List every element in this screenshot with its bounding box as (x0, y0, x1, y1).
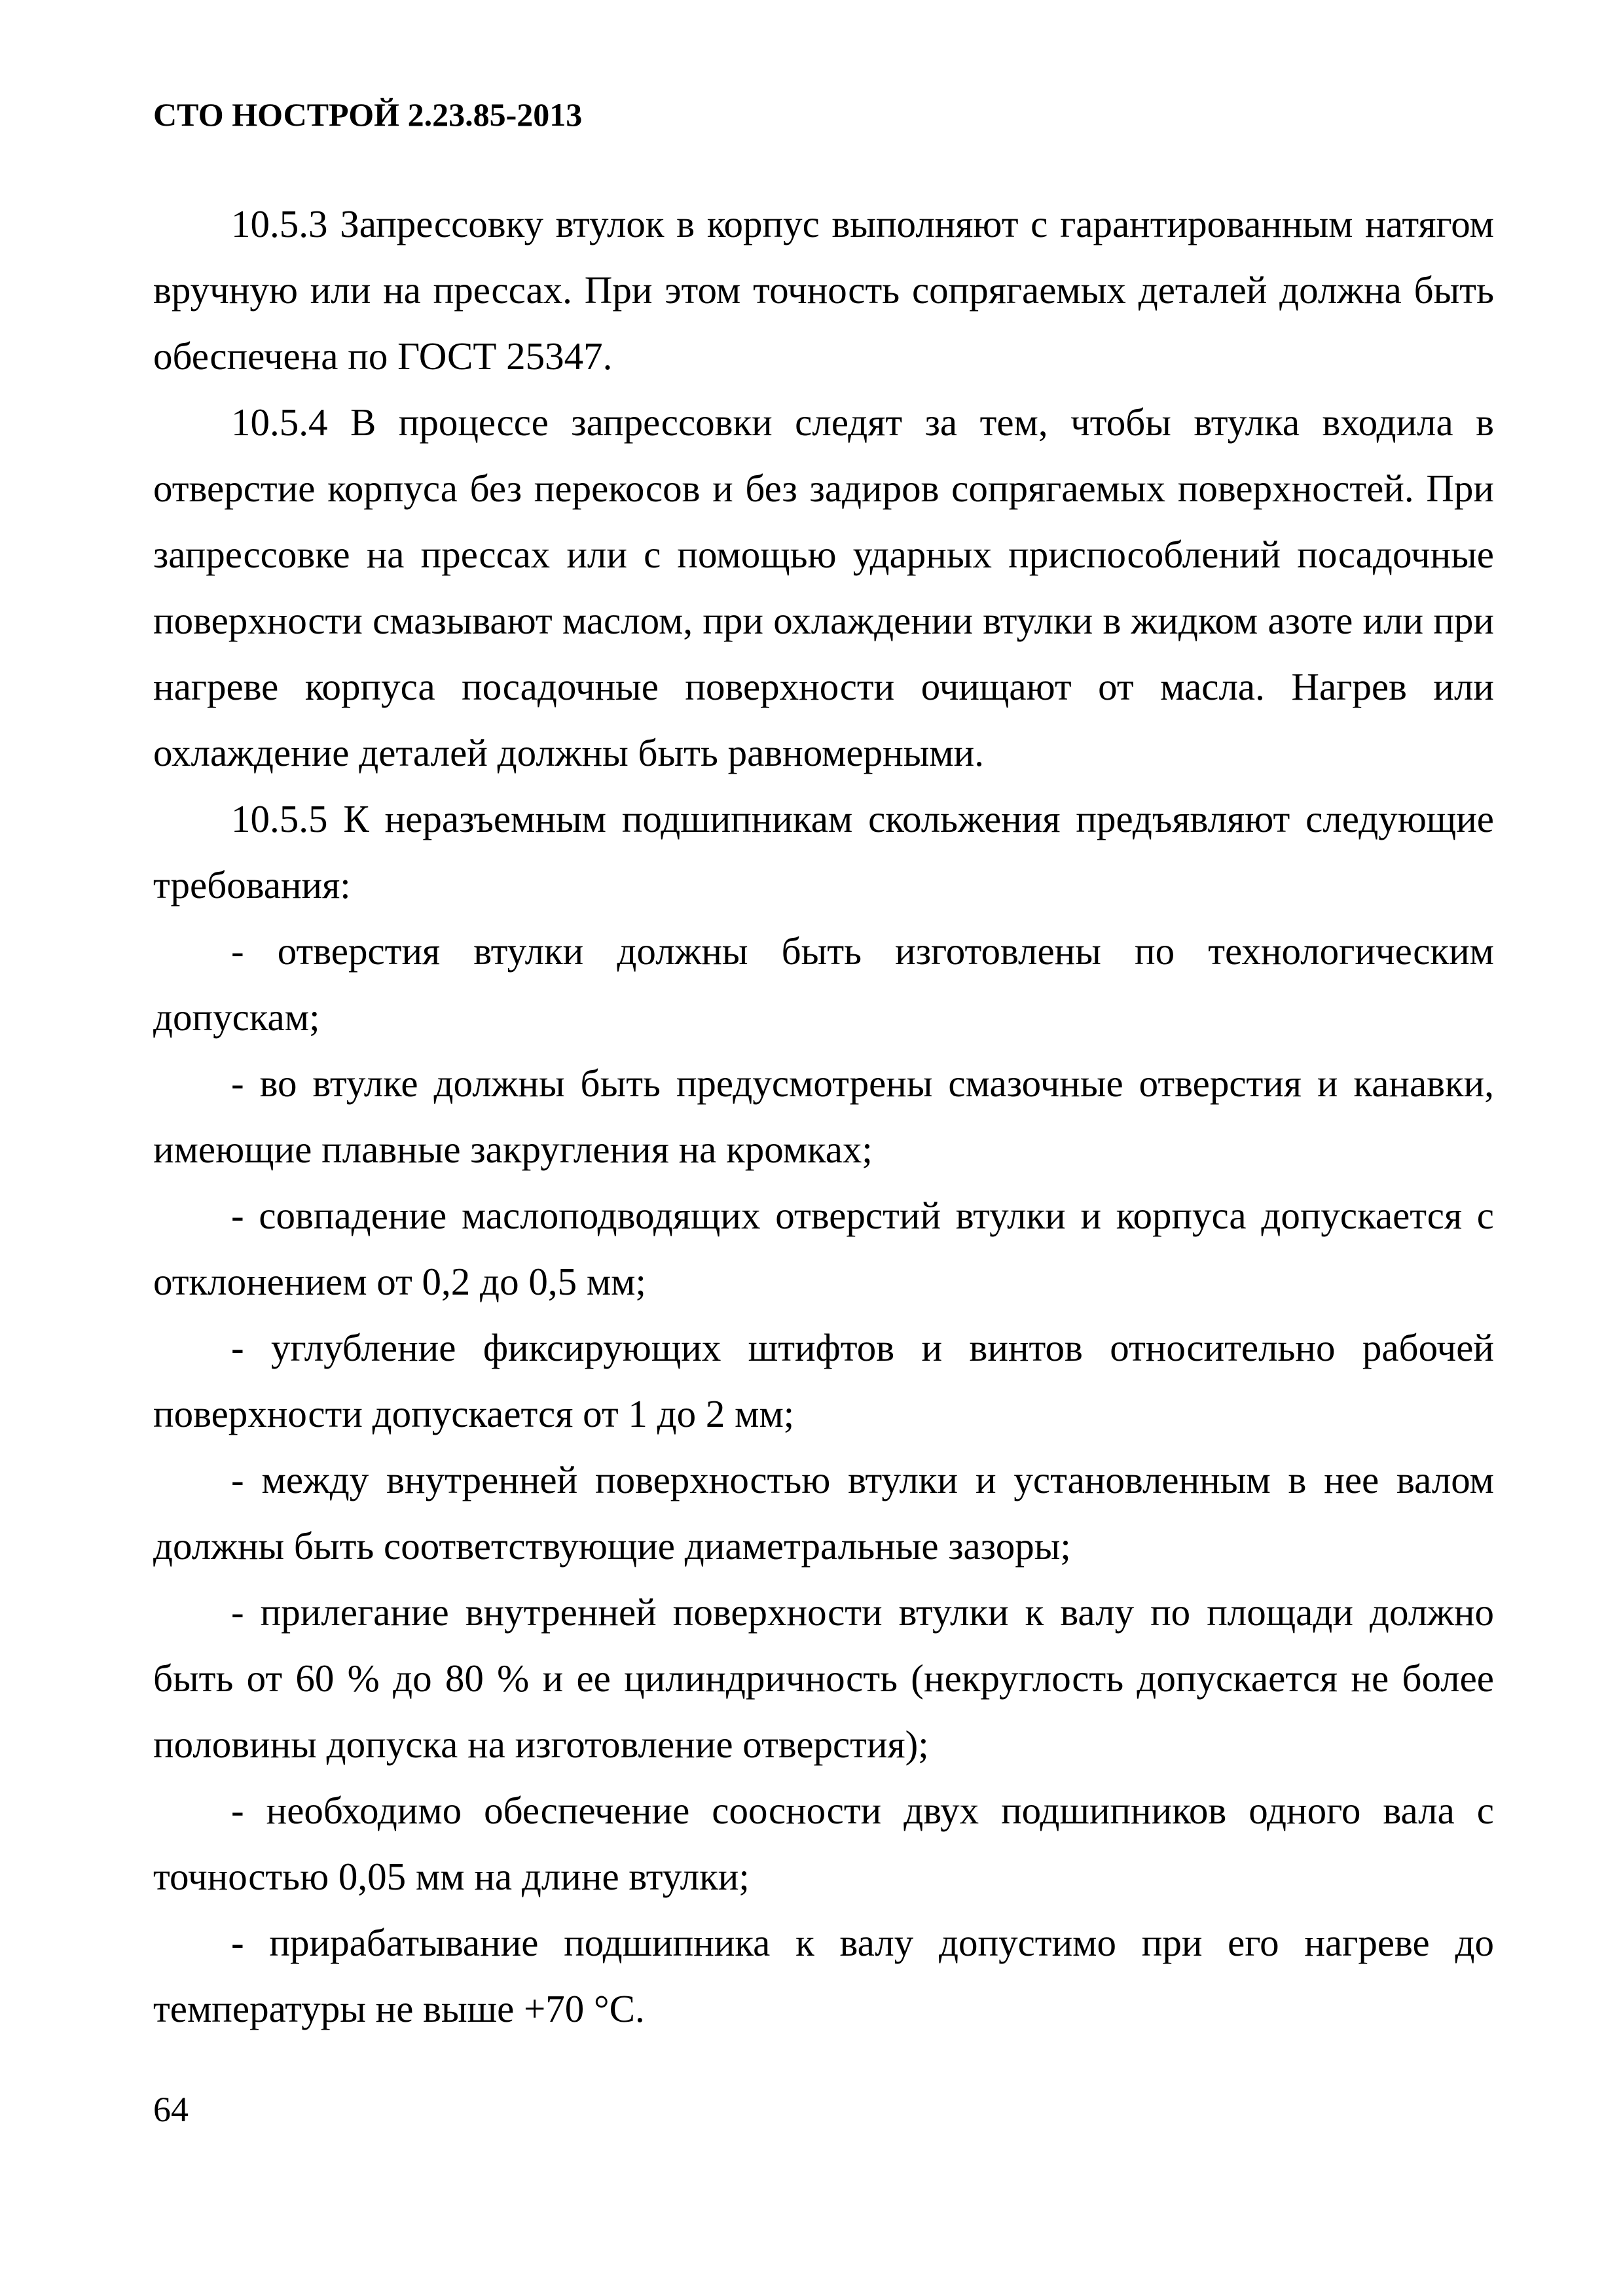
list-item-diametral-clearance: - между внутренней поверхностью втулки и установленным в нее валом должны быть соответствующие диаметральные зазоры; (153, 1458, 1494, 1568)
list-item-bore-tolerances: - отверстия втулки должны быть изготовлены по технологическим допускам; (153, 929, 1494, 1039)
list-item-coaxiality: - необходимо обеспечение соосности двух подшипников одного вала с точностью 0,05 мм на длине втулки; (153, 1789, 1494, 1898)
paragraph-10-5-3: 10.5.3 Запрессовку втулок в корпус выполняют с гарантированным натягом вручную или на прессах. При этом точность сопрягаемых деталей должна быть обеспечена по ГОСТ 25347. (153, 202, 1494, 378)
list-item-running-in: - прирабатывание подшипника к валу допустимо при его нагреве до температуры не выше +70 °С. (153, 1921, 1494, 2030)
document-body (153, 191, 1494, 2042)
page-number: 64 (153, 2090, 189, 2129)
paragraph-10-5-5: 10.5.5 К неразъемным подшипникам скольжения предъявляют следующие требования: (153, 797, 1494, 906)
document-header-code: СТО НОСТРОЙ 2.23.85-2013 (153, 96, 583, 133)
paragraph-10-5-4: 10.5.4 В процессе запрессовки следят за тем, чтобы втулка входила в отверстие корпуса без перекосов и без задиров сопрягаемых поверхностей. При запрессовке на прессах или с помощью ударных приспособлений посадочные поверхности смазывают маслом, при охлаждении втулки в жидком азоте или при нагреве корпуса посадочные поверхности очищают от масла. Нагрев или охлаждение деталей должны быть равномерными. (153, 401, 1494, 774)
list-item-pin-recess: - углубление фиксирующих штифтов и винтов относительно рабочей поверхности допускается от 1 до 2 мм; (153, 1326, 1494, 1435)
list-item-oil-hole-alignment: - совпадение маслоподводящих отверстий втулки и корпуса допускается с отклонением от 0,2 до 0,5 мм; (153, 1194, 1494, 1303)
list-item-contact-area: - прилегание внутренней поверхности втулки к валу по площади должно быть от 60 % до 80 % и ее цилиндричность (некруглость допускается не более половины допуска на изготовление отверстия); (153, 1590, 1494, 1766)
list-item-lubrication-holes: - во втулке должны быть предусмотрены смазочные отверстия и канавки, имеющие плавные закругления на кромках; (153, 1062, 1494, 1171)
